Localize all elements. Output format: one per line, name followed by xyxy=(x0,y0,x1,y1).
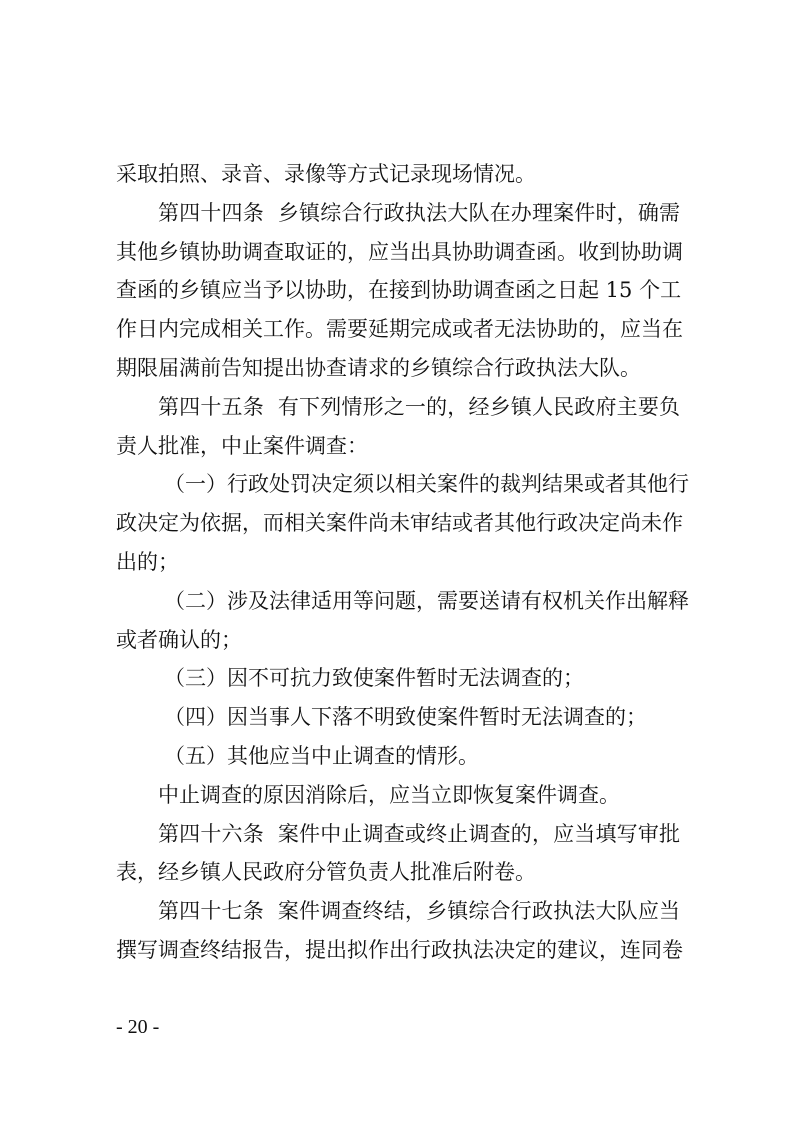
line-text: 作日内完成相关工作。需要延期完成或者无法协助的，应当在 xyxy=(116,317,683,342)
article-number: 第四十七条 xyxy=(158,899,264,924)
line-text: 表，经乡镇人民政府分管负责人批准后附卷。 xyxy=(116,860,536,885)
paragraph-line xyxy=(116,427,680,466)
paragraph-line xyxy=(116,776,680,815)
line-text: 案件中止调查或终止调查的，应当填写审批 xyxy=(277,821,681,846)
list-item-5-line xyxy=(116,737,680,776)
paragraph-line xyxy=(116,621,680,660)
list-item-2-line xyxy=(116,582,689,621)
paragraph-line xyxy=(116,931,683,970)
paragraph-line xyxy=(116,349,680,388)
article-47-heading-line xyxy=(116,892,680,931)
line-text: 有下列情形之一的，经乡镇人民政府主要负 xyxy=(277,394,681,419)
line-text: 采取拍照、录音、录像等方式记录现场情况。 xyxy=(116,162,536,186)
line-text: 期限届满前告知提出协查请求的乡镇综合行政执法大队。 xyxy=(116,355,641,380)
line-text: 其他乡镇协助调查取证的，应当出具协助调查函。收到协助调 xyxy=(116,239,683,264)
paragraph-line xyxy=(116,504,683,543)
paragraph-line xyxy=(116,233,683,272)
list-item-1-line xyxy=(116,465,689,504)
line-text: 案件调查终结，乡镇综合行政执法大队应当 xyxy=(277,899,681,924)
paragraph-line xyxy=(116,543,680,582)
article-number: 第四十五条 xyxy=(158,394,264,419)
line-text: 查函的乡镇应当予以协助，在接到协助调查函之日起 15 个工 xyxy=(116,278,682,303)
line-text: 乡镇综合行政执法大队在办理案件时，确需 xyxy=(277,200,681,225)
paragraph-line xyxy=(116,271,680,310)
line-text: （四）因当事人下落不明致使案件暂时无法调查的； xyxy=(164,705,647,730)
line-text: （二）涉及法律适用等问题，需要送请有权机关作出解释 xyxy=(164,588,689,613)
line-text: 或者确认的； xyxy=(116,627,242,652)
document-body xyxy=(116,155,689,970)
list-item-4-line xyxy=(116,698,680,737)
article-46-heading-line xyxy=(116,815,680,854)
line-text: 责人批准，中止案件调查： xyxy=(116,433,368,458)
article-number: 第四十六条 xyxy=(158,821,264,846)
line-text: （三）因不可抗力致使案件暂时无法调查的； xyxy=(164,666,584,691)
article-number: 第四十四条 xyxy=(158,200,264,225)
paragraph-line xyxy=(116,853,680,892)
line-text: 撰写调查终结报告，提出拟作出行政执法决定的建议，连同卷 xyxy=(116,937,683,962)
paragraph-line xyxy=(116,155,680,194)
article-44-heading-line xyxy=(116,194,680,233)
page-number: - 20 - xyxy=(116,1016,160,1038)
list-item-3-line xyxy=(116,659,680,698)
article-45-heading-line xyxy=(116,388,680,427)
line-text: （五）其他应当中止调查的情形。 xyxy=(164,743,479,768)
line-text: 中止调查的原因消除后，应当立即恢复案件调查。 xyxy=(158,782,620,807)
line-text: 政决定为依据，而相关案件尚未审结或者其他行政决定尚未作 xyxy=(116,511,683,536)
line-text: 出的； xyxy=(116,549,179,574)
line-text: （一）行政处罚决定须以相关案件的裁判结果或者其他行 xyxy=(164,472,689,497)
paragraph-line xyxy=(116,310,683,349)
